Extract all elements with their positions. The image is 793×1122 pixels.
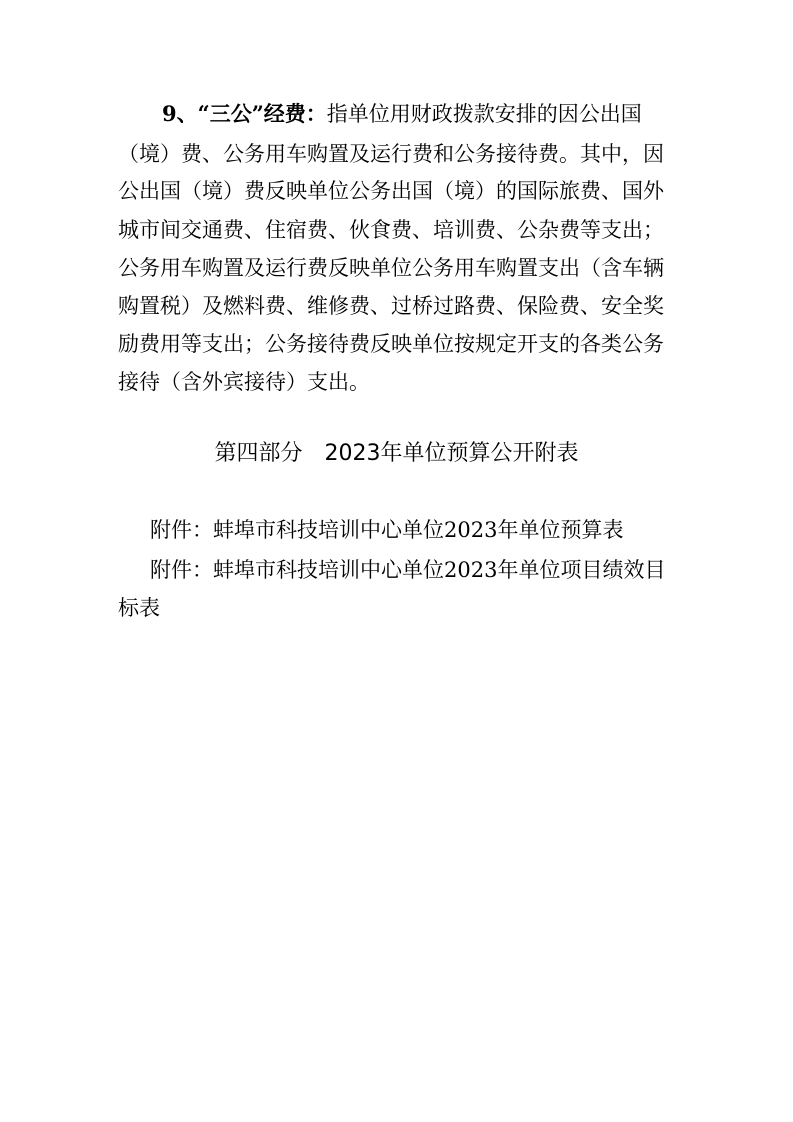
section-9-line-3: 城市间交通费、住宿费、伙食费、培训费、公杂费等支出； — [118, 218, 664, 242]
section-9-line-0: 指单位用财政拨款安排的因公出国 — [326, 102, 642, 126]
section-9-number: 9、 — [162, 101, 198, 126]
part-4-heading: 第四部分 2023年单位预算公开附表 — [214, 441, 579, 466]
section-9-line-5: 购置税）及燃料费、维修费、过桥过路费、保险费、安全奖 — [118, 294, 664, 318]
section-9-term: “三公”经费： — [197, 101, 327, 126]
section-9-line-6: 励费用等支出；公务接待费反映单位按规定开支的各类公务 — [118, 332, 664, 356]
section-9-line-1: （境）费、公务用车购置及运行费和公务接待费。其中，因 — [118, 142, 664, 166]
section-9-line-2: 公出国（境）费反映单位公务出国（境）的国际旅费、国外 — [118, 179, 664, 203]
attachment-1: 附件：蚌埠市科技培训中心单位2023年单位预算表 — [150, 518, 624, 542]
attachment-2: 附件：蚌埠市科技培训中心单位2023年单位项目绩效目 — [150, 558, 666, 582]
section-9-line-4: 公务用车购置及运行费反映单位公务用车购置支出（含车辆 — [118, 256, 664, 280]
section-9-line-7: 接待（含外宾接待）支出。 — [118, 370, 370, 394]
attachment-2-continuation: 标表 — [118, 596, 160, 620]
section-9-first-line — [162, 97, 642, 131]
